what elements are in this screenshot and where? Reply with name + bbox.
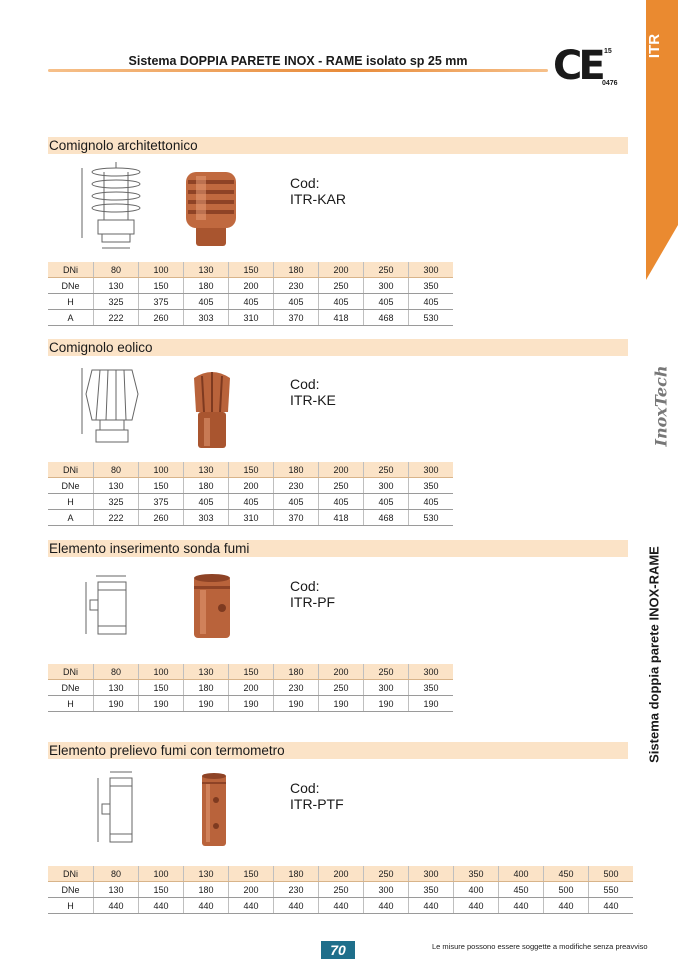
probe-element-photo — [190, 572, 234, 642]
product-code: ITR-PF — [290, 594, 336, 610]
table-cell: 405 — [319, 294, 364, 310]
row-label: H — [48, 494, 94, 510]
row-label: DNe — [48, 478, 94, 494]
probe-element-drawing — [82, 572, 132, 642]
table-cell: 350 — [409, 680, 454, 696]
table-cell: 200 — [319, 262, 364, 278]
ce-mark-logo: CE — [553, 43, 602, 89]
wind-cowl-photo — [188, 368, 236, 450]
section-title: Elemento inserimento sonda fumi — [49, 541, 250, 556]
table-cell: 80 — [94, 262, 139, 278]
table-cell: 150 — [229, 462, 274, 478]
table-cell: 405 — [184, 294, 229, 310]
table-cell: 303 — [184, 310, 229, 326]
table-cell: 440 — [589, 898, 634, 914]
table-cell: 405 — [364, 294, 409, 310]
table-cell: 405 — [229, 494, 274, 510]
table-cell: 150 — [139, 478, 184, 494]
brand-logo: InoxTech — [651, 365, 671, 447]
table-cell: 260 — [139, 310, 184, 326]
table-cell: 440 — [499, 898, 544, 914]
table-cell: 450 — [544, 866, 589, 882]
table-cell: 80 — [94, 462, 139, 478]
product-code: ITR-KE — [290, 392, 336, 408]
table-cell: 450 — [499, 882, 544, 898]
table-cell: 230 — [274, 278, 319, 294]
table-cell: 325 — [94, 294, 139, 310]
table-cell: 468 — [364, 310, 409, 326]
product-code-label: Cod: — [290, 780, 320, 796]
wind-cowl-drawing — [78, 364, 142, 450]
table-cell: 530 — [409, 510, 454, 526]
table-cell: 180 — [274, 866, 319, 882]
table-cell: 300 — [409, 462, 454, 478]
row-label: DNe — [48, 882, 94, 898]
table-cell: 100 — [139, 262, 184, 278]
table-cell: 300 — [364, 882, 409, 898]
table-row — [48, 510, 453, 526]
row-label: DNi — [48, 664, 94, 680]
table-cell: 250 — [319, 278, 364, 294]
side-section-title: Sistema doppia parete INOX-RAME — [646, 546, 662, 763]
table-cell: 190 — [409, 696, 454, 712]
table-cell: 530 — [409, 310, 454, 326]
table-cell: 405 — [274, 294, 319, 310]
table-cell: 190 — [139, 696, 184, 712]
table-cell: 250 — [364, 866, 409, 882]
page-title: Sistema DOPPIA PARETE INOX - RAME isolato sp 25 mm — [128, 54, 468, 68]
table-cell: 405 — [274, 494, 319, 510]
table-cell: 370 — [274, 510, 319, 526]
table-cell: 190 — [94, 696, 139, 712]
table-cell: 400 — [454, 882, 499, 898]
title-underline — [48, 69, 548, 72]
table-cell: 230 — [274, 478, 319, 494]
thermometer-element-photo — [200, 770, 228, 850]
table-cell: 180 — [274, 462, 319, 478]
table-cell: 200 — [319, 664, 364, 680]
table-cell: 150 — [229, 262, 274, 278]
table-cell: 440 — [409, 898, 454, 914]
dimensions-table — [48, 664, 453, 712]
table-cell: 325 — [94, 494, 139, 510]
table-cell: 100 — [139, 462, 184, 478]
table-cell: 150 — [139, 680, 184, 696]
table-cell: 180 — [184, 882, 229, 898]
table-cell: 130 — [184, 262, 229, 278]
table-row — [48, 680, 453, 696]
table-cell: 440 — [274, 898, 319, 914]
table-cell: 440 — [319, 898, 364, 914]
table-cell: 200 — [229, 882, 274, 898]
table-cell: 300 — [364, 680, 409, 696]
table-row — [48, 898, 633, 914]
row-label: DNe — [48, 278, 94, 294]
table-cell: 310 — [229, 310, 274, 326]
table-row — [48, 462, 453, 478]
dimensions-table — [48, 462, 453, 526]
row-label: DNi — [48, 262, 94, 278]
table-cell: 500 — [544, 882, 589, 898]
product-code-label: Cod: — [290, 376, 320, 392]
thermometer-element-drawing — [92, 768, 142, 850]
row-label: H — [48, 898, 94, 914]
dimensions-table — [48, 262, 453, 326]
table-cell: 300 — [409, 866, 454, 882]
table-cell: 440 — [229, 898, 274, 914]
table-row — [48, 696, 453, 712]
table-row — [48, 294, 453, 310]
table-cell: 405 — [409, 294, 454, 310]
page-number: 70 — [321, 941, 355, 959]
section-title: Comignolo eolico — [49, 340, 153, 355]
row-label: A — [48, 310, 94, 326]
table-cell: 200 — [319, 866, 364, 882]
table-cell: 405 — [229, 294, 274, 310]
table-cell: 80 — [94, 866, 139, 882]
table-cell: 375 — [139, 294, 184, 310]
table-cell: 180 — [274, 664, 319, 680]
table-cell: 300 — [409, 262, 454, 278]
section-title: Comignolo architettonico — [49, 138, 198, 153]
table-cell: 150 — [229, 664, 274, 680]
table-cell: 405 — [184, 494, 229, 510]
table-cell: 180 — [184, 680, 229, 696]
table-cell: 180 — [274, 262, 319, 278]
table-cell: 180 — [184, 478, 229, 494]
table-cell: 440 — [454, 898, 499, 914]
table-cell: 400 — [499, 866, 544, 882]
side-accent-tip — [646, 225, 678, 280]
table-cell: 418 — [319, 510, 364, 526]
table-cell: 440 — [94, 898, 139, 914]
row-label: H — [48, 294, 94, 310]
table-cell: 190 — [319, 696, 364, 712]
table-row — [48, 278, 453, 294]
table-cell: 418 — [319, 310, 364, 326]
table-row — [48, 866, 633, 882]
table-cell: 200 — [229, 680, 274, 696]
product-code-label: Cod: — [290, 175, 320, 191]
table-cell: 100 — [139, 664, 184, 680]
table-cell: 200 — [229, 278, 274, 294]
ce-notified-body: 0476 — [602, 80, 618, 87]
table-cell: 130 — [184, 462, 229, 478]
table-cell: 468 — [364, 510, 409, 526]
table-row — [48, 494, 453, 510]
table-cell: 440 — [544, 898, 589, 914]
table-cell: 550 — [589, 882, 634, 898]
table-cell: 180 — [184, 278, 229, 294]
table-cell: 350 — [409, 882, 454, 898]
footer-disclaimer: Le misure possono essere soggette a modifiche senza preavviso — [432, 942, 648, 951]
ce-notified-year: 15 — [604, 48, 612, 55]
table-cell: 260 — [139, 510, 184, 526]
row-label: DNi — [48, 462, 94, 478]
table-cell: 440 — [364, 898, 409, 914]
table-cell: 190 — [364, 696, 409, 712]
table-cell: 250 — [319, 882, 364, 898]
chimney-cap-photo — [184, 166, 238, 248]
table-row — [48, 882, 633, 898]
dimensions-table — [48, 866, 633, 914]
table-cell: 222 — [94, 510, 139, 526]
table-cell: 130 — [184, 664, 229, 680]
row-label: DNe — [48, 680, 94, 696]
table-cell: 303 — [184, 510, 229, 526]
product-code: ITR-KAR — [290, 191, 346, 207]
row-label: A — [48, 510, 94, 526]
table-cell: 300 — [364, 278, 409, 294]
table-cell: 370 — [274, 310, 319, 326]
table-cell: 250 — [364, 262, 409, 278]
table-cell: 300 — [409, 664, 454, 680]
product-code-label: Cod: — [290, 578, 320, 594]
table-cell: 80 — [94, 664, 139, 680]
table-cell: 150 — [139, 278, 184, 294]
table-cell: 200 — [229, 478, 274, 494]
table-cell: 190 — [184, 696, 229, 712]
table-cell: 190 — [229, 696, 274, 712]
section-title: Elemento prelievo fumi con termometro — [49, 743, 285, 758]
table-cell: 300 — [364, 478, 409, 494]
table-row — [48, 310, 453, 326]
table-cell: 250 — [319, 680, 364, 696]
table-cell: 405 — [319, 494, 364, 510]
table-cell: 350 — [409, 278, 454, 294]
table-cell: 440 — [139, 898, 184, 914]
table-row — [48, 262, 453, 278]
table-cell: 100 — [139, 866, 184, 882]
table-cell: 130 — [94, 882, 139, 898]
table-cell: 230 — [274, 680, 319, 696]
table-cell: 130 — [94, 478, 139, 494]
table-cell: 250 — [319, 478, 364, 494]
table-cell: 230 — [274, 882, 319, 898]
row-label: H — [48, 696, 94, 712]
table-row — [48, 664, 453, 680]
table-cell: 350 — [409, 478, 454, 494]
product-code: ITR-PTF — [290, 796, 344, 812]
table-cell: 500 — [589, 866, 634, 882]
table-row — [48, 478, 453, 494]
table-cell: 350 — [454, 866, 499, 882]
table-cell: 130 — [184, 866, 229, 882]
table-cell: 130 — [94, 680, 139, 696]
table-cell: 310 — [229, 510, 274, 526]
chimney-cap-drawing — [78, 160, 142, 250]
table-cell: 150 — [139, 882, 184, 898]
table-cell: 250 — [364, 462, 409, 478]
table-cell: 440 — [184, 898, 229, 914]
table-cell: 222 — [94, 310, 139, 326]
table-cell: 150 — [229, 866, 274, 882]
table-cell: 405 — [409, 494, 454, 510]
table-cell: 405 — [364, 494, 409, 510]
table-cell: 375 — [139, 494, 184, 510]
table-cell: 130 — [94, 278, 139, 294]
table-cell: 250 — [364, 664, 409, 680]
table-cell: 200 — [319, 462, 364, 478]
table-cell: 190 — [274, 696, 319, 712]
side-itr-label: ITR — [646, 33, 663, 59]
row-label: DNi — [48, 866, 94, 882]
